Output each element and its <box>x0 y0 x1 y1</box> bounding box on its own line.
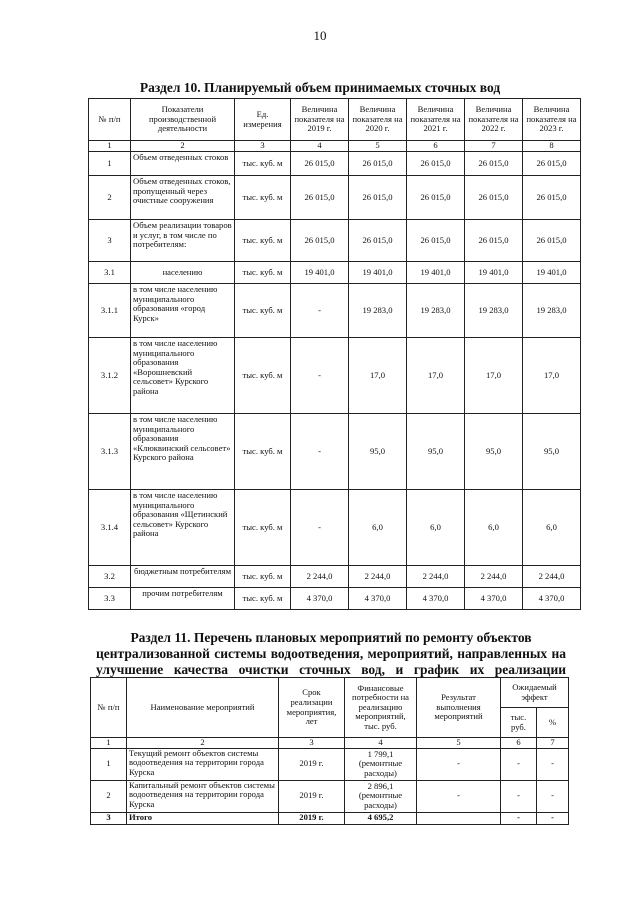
value-2023: 19 283,0 <box>523 284 581 338</box>
header-cell: Финансовые потребности на реализацию мероприятий, тыс. руб. <box>345 678 417 738</box>
table-row <box>89 176 581 220</box>
value-2021: 19 283,0 <box>407 284 465 338</box>
table-row <box>89 588 581 610</box>
value-2020: 4 370,0 <box>349 588 407 610</box>
column-number: 4 <box>345 738 417 749</box>
indicator-name: в том числе населению муниципального образования «Клюквинский сельсовет» Курского района <box>131 414 235 490</box>
value-2021: 26 015,0 <box>407 220 465 262</box>
measure-term: 2019 г. <box>279 748 345 780</box>
header-cell: Величина показателя на 2019 г. <box>291 99 349 141</box>
column-number: 6 <box>407 141 465 152</box>
value-2023: 2 244,0 <box>523 566 581 588</box>
value-2022: 26 015,0 <box>465 152 523 176</box>
value-2019: 19 401,0 <box>291 262 349 284</box>
row-number: 3.1.2 <box>89 338 131 414</box>
header-row <box>89 99 581 141</box>
value-2021: 2 244,0 <box>407 566 465 588</box>
effect-rub: - <box>501 780 537 812</box>
header-row <box>91 678 569 708</box>
column-number: 4 <box>291 141 349 152</box>
value-2020: 26 015,0 <box>349 176 407 220</box>
indicator-name: Объем отведенных стоков <box>131 152 235 176</box>
value-2021: 6,0 <box>407 490 465 566</box>
header-cell: № п/п <box>89 99 131 141</box>
section-11-title <box>96 630 566 678</box>
table-row <box>89 152 581 176</box>
value-2022: 19 401,0 <box>465 262 523 284</box>
table-row <box>89 284 581 338</box>
value-2020: 19 401,0 <box>349 262 407 284</box>
column-number: 1 <box>89 141 131 152</box>
header-cell: Показатели производственной деятельности <box>131 99 235 141</box>
value-2022: 2 244,0 <box>465 566 523 588</box>
table-row <box>91 780 569 812</box>
value-2022: 95,0 <box>465 414 523 490</box>
table-row <box>89 338 581 414</box>
measure-finance: 1 799,1 (ремонтные расходы) <box>345 748 417 780</box>
column-number: 7 <box>465 141 523 152</box>
total-row <box>91 812 569 824</box>
row-number: 3.1.3 <box>89 414 131 490</box>
unit: тыс. куб. м <box>235 262 291 284</box>
row-number: 3 <box>89 220 131 262</box>
value-2020: 17,0 <box>349 338 407 414</box>
column-number: 3 <box>279 738 345 749</box>
value-2021: 26 015,0 <box>407 152 465 176</box>
row-number: 3 <box>91 812 127 824</box>
value-2022: 17,0 <box>465 338 523 414</box>
unit: тыс. куб. м <box>235 414 291 490</box>
value-2022: 26 015,0 <box>465 220 523 262</box>
section-10-table <box>88 98 581 610</box>
row-number: 3.1 <box>89 262 131 284</box>
value-2023: 95,0 <box>523 414 581 490</box>
column-number: 1 <box>91 738 127 749</box>
measure-result: - <box>417 748 501 780</box>
measure-term: 2019 г. <box>279 780 345 812</box>
column-number: 7 <box>537 738 569 749</box>
column-number: 6 <box>501 738 537 749</box>
unit: тыс. куб. м <box>235 220 291 262</box>
value-2019: 2 244,0 <box>291 566 349 588</box>
indicator-name: бюджетным потребителям <box>131 566 235 588</box>
value-2019: 26 015,0 <box>291 220 349 262</box>
indicator-name: населению <box>131 262 235 284</box>
value-2020: 26 015,0 <box>349 220 407 262</box>
row-number: 1 <box>89 152 131 176</box>
table-row <box>89 262 581 284</box>
indicator-name: Объем отведенных стоков, пропущенный через очистные сооружения <box>131 176 235 220</box>
indicator-name: в том числе населению муниципального образования «город Курск» <box>131 284 235 338</box>
value-2022: 19 283,0 <box>465 284 523 338</box>
measure-finance: 2 896,1 (ремонтные расходы) <box>345 780 417 812</box>
header-cell: % <box>537 708 569 738</box>
table-row <box>89 566 581 588</box>
effect-rub: - <box>501 748 537 780</box>
section-11-title-line: улучшение качества очистки сточных вод, и график их реализации <box>96 662 566 677</box>
value-2019: - <box>291 490 349 566</box>
unit: тыс. куб. м <box>235 152 291 176</box>
header-cell: тыс. руб. <box>501 708 537 738</box>
table-row <box>89 414 581 490</box>
value-2023: 6,0 <box>523 490 581 566</box>
section-10-title: Раздел 10. Планируемый объем принимаемых сточных вод <box>139 80 501 95</box>
row-number: 3.1.4 <box>89 490 131 566</box>
value-2021: 19 401,0 <box>407 262 465 284</box>
header-cell: Величина показателя на 2022 г. <box>465 99 523 141</box>
effect-pct: - <box>537 780 569 812</box>
effect-pct: - <box>537 748 569 780</box>
effect-pct: - <box>537 812 569 824</box>
row-number: 2 <box>91 780 127 812</box>
value-2023: 4 370,0 <box>523 588 581 610</box>
table-row <box>91 748 569 780</box>
header-cell: Величина показателя на 2020 г. <box>349 99 407 141</box>
table-row <box>89 220 581 262</box>
column-number-row <box>91 738 569 749</box>
total-label: Итого <box>127 812 279 824</box>
unit: тыс. куб. м <box>235 490 291 566</box>
value-2021: 17,0 <box>407 338 465 414</box>
value-2023: 17,0 <box>523 338 581 414</box>
column-number: 8 <box>523 141 581 152</box>
value-2019: 4 370,0 <box>291 588 349 610</box>
value-2022: 4 370,0 <box>465 588 523 610</box>
unit: тыс. куб. м <box>235 566 291 588</box>
value-2021: 4 370,0 <box>407 588 465 610</box>
total-result <box>417 812 501 824</box>
header-cell: Результат выполнения мероприятий <box>417 678 501 738</box>
value-2020: 19 283,0 <box>349 284 407 338</box>
column-number: 2 <box>131 141 235 152</box>
column-number: 3 <box>235 141 291 152</box>
row-number: 3.3 <box>89 588 131 610</box>
indicator-name: Объем реализации товаров и услуг, в том числе по потребителям: <box>131 220 235 262</box>
value-2023: 26 015,0 <box>523 152 581 176</box>
value-2019: - <box>291 284 349 338</box>
value-2022: 6,0 <box>465 490 523 566</box>
row-number: 3.1.1 <box>89 284 131 338</box>
value-2021: 26 015,0 <box>407 176 465 220</box>
measure-name: Текущий ремонт объектов системы водоотведения на территории города Курска <box>127 748 279 780</box>
table-row <box>89 490 581 566</box>
indicator-name: в том числе населению муниципального образования «Ворошневский сельсовет» Курского района <box>131 338 235 414</box>
value-2021: 95,0 <box>407 414 465 490</box>
header-cell: Наименование мероприятий <box>127 678 279 738</box>
value-2020: 95,0 <box>349 414 407 490</box>
total-term: 2019 г. <box>279 812 345 824</box>
unit: тыс. куб. м <box>235 284 291 338</box>
row-number: 2 <box>89 176 131 220</box>
header-cell: Ед. измерения <box>235 99 291 141</box>
value-2020: 6,0 <box>349 490 407 566</box>
column-number: 5 <box>349 141 407 152</box>
value-2019: - <box>291 338 349 414</box>
header-cell: Величина показателя на 2021 г. <box>407 99 465 141</box>
value-2020: 2 244,0 <box>349 566 407 588</box>
section-11-title-line: централизованной системы водоотведения, мероприятий, направленных на <box>96 646 566 661</box>
value-2020: 26 015,0 <box>349 152 407 176</box>
indicator-name: в том числе населению муниципального образования «Щетинский сельсовет» Курского района <box>131 490 235 566</box>
effect-rub: - <box>501 812 537 824</box>
unit: тыс. куб. м <box>235 176 291 220</box>
column-number: 5 <box>417 738 501 749</box>
column-number-row <box>89 141 581 152</box>
value-2019: 26 015,0 <box>291 176 349 220</box>
section-11-title-line: Раздел 11. Перечень плановых мероприятий по ремонту объектов <box>130 630 532 645</box>
header-cell: Срок реализации мероприятия, лет <box>279 678 345 738</box>
row-number: 3.2 <box>89 566 131 588</box>
row-number: 1 <box>91 748 127 780</box>
unit: тыс. куб. м <box>235 338 291 414</box>
value-2023: 26 015,0 <box>523 176 581 220</box>
value-2019: 26 015,0 <box>291 152 349 176</box>
total-finance: 4 695,2 <box>345 812 417 824</box>
measure-name: Капитальный ремонт объектов системы водоотведения на территории города Курска <box>127 780 279 812</box>
section-11-table <box>90 677 569 825</box>
header-cell: Величина показателя на 2023 г. <box>523 99 581 141</box>
header-cell: № п/п <box>91 678 127 738</box>
value-2019: - <box>291 414 349 490</box>
indicator-name: прочим потребителям <box>131 588 235 610</box>
value-2023: 26 015,0 <box>523 220 581 262</box>
column-number: 2 <box>127 738 279 749</box>
value-2022: 26 015,0 <box>465 176 523 220</box>
unit: тыс. куб. м <box>235 588 291 610</box>
measure-result: - <box>417 780 501 812</box>
page-number: 10 <box>313 28 327 43</box>
header-cell: Ожидаемый эффект <box>501 678 569 708</box>
value-2023: 19 401,0 <box>523 262 581 284</box>
